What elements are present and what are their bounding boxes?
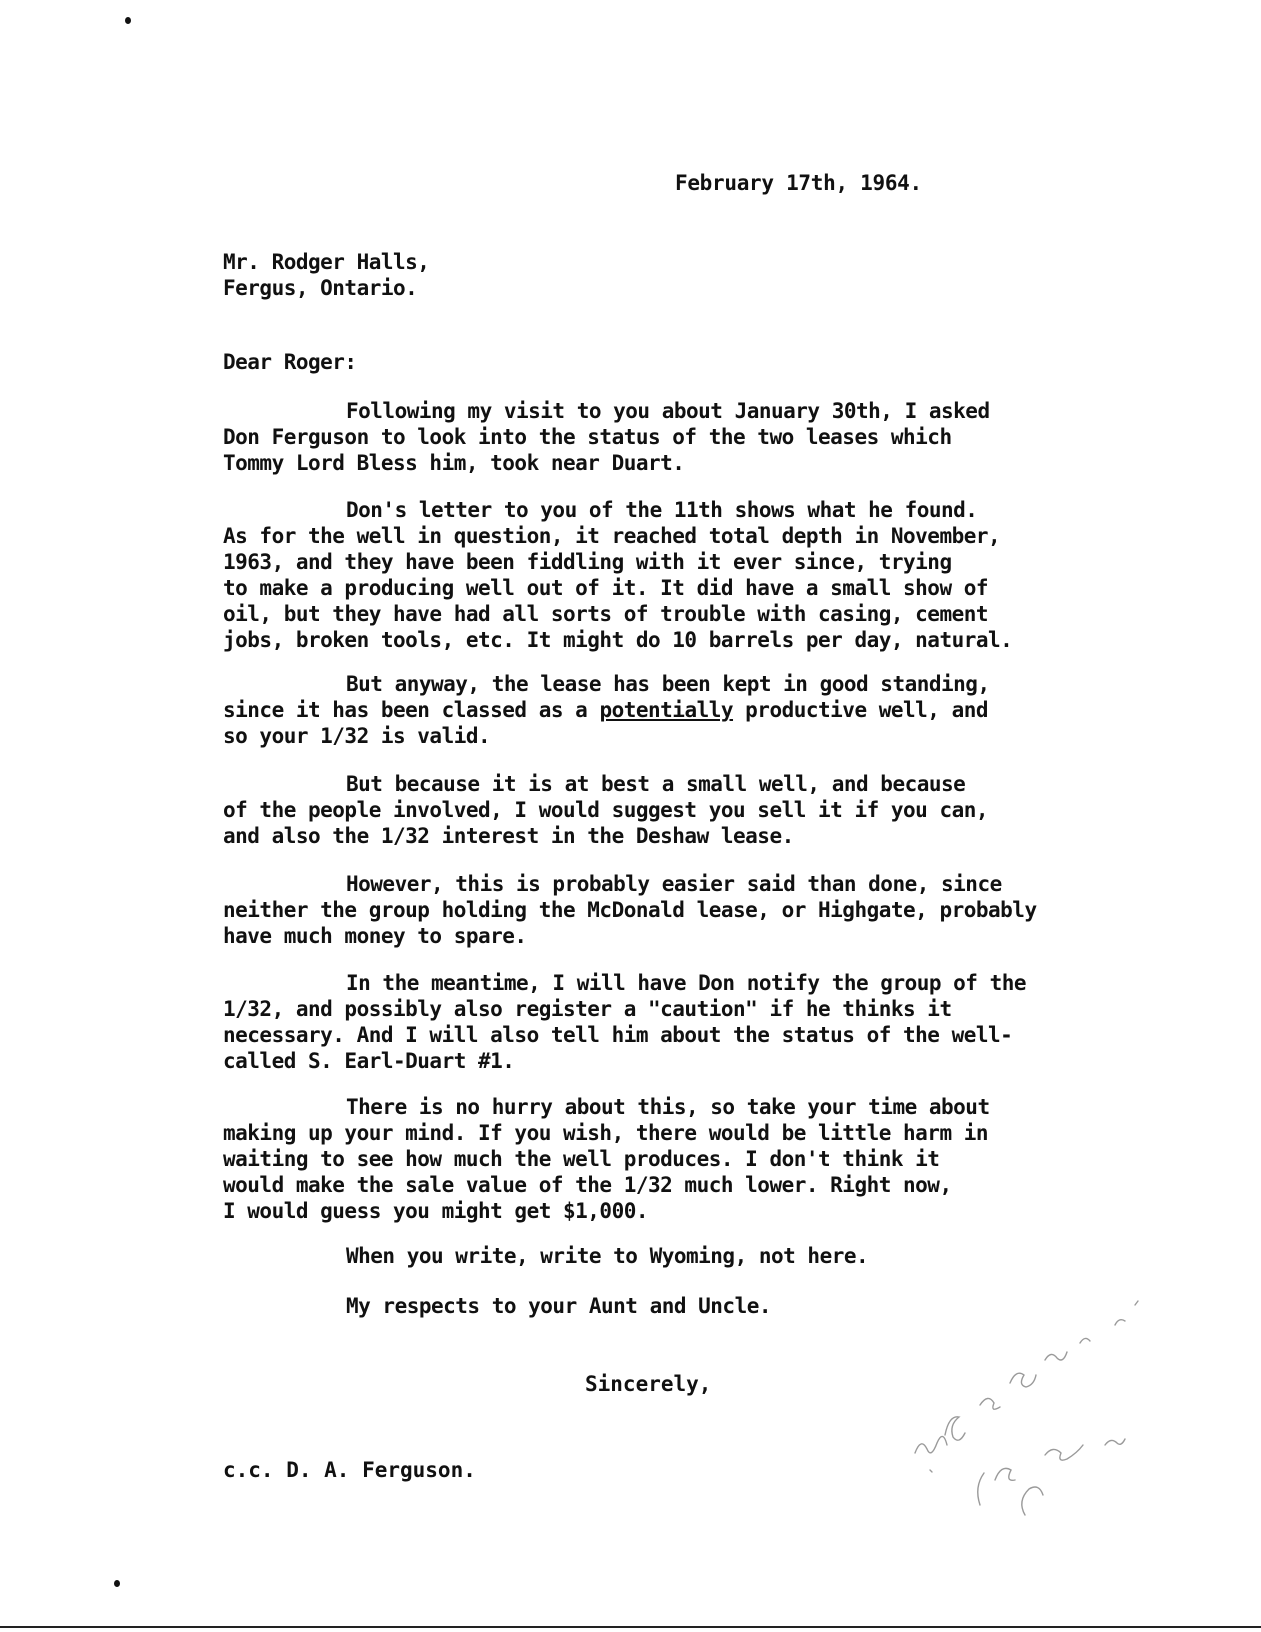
paragraph-line: In the meantime, I will have Don notify the group of the bbox=[346, 971, 1027, 995]
paragraph-text: productive well, and bbox=[733, 698, 989, 722]
paragraph-line: Don's letter to you of the 11th shows what he found. bbox=[346, 498, 978, 522]
paragraph-3 bbox=[223, 671, 990, 749]
paragraph-5 bbox=[223, 871, 1037, 949]
paragraph-line: would make the sale value of the 1/32 much lower. Right now, bbox=[223, 1173, 952, 1197]
paragraph-line: waiting to see how much the well produces. I don't think it bbox=[223, 1147, 940, 1171]
paragraph-line: However, this is probably easier said than done, since bbox=[346, 872, 1002, 896]
paragraph-line: of the people involved, I would suggest you sell it if you can, bbox=[223, 798, 989, 822]
closing: Sincerely, bbox=[585, 1372, 712, 1396]
paragraph-line: neither the group holding the McDonald lease, or Highgate, probably bbox=[223, 898, 1037, 922]
paragraph-line: to make a producing well out of it. It did have a small show of bbox=[223, 576, 989, 600]
paragraph-line: My respects to your Aunt and Uncle. bbox=[346, 1294, 772, 1318]
recipient-name: Mr. Rodger Halls, bbox=[223, 250, 430, 274]
paragraph-line: oil, but they have had all sorts of trouble with casing, cement bbox=[223, 602, 989, 626]
paragraph-line: and also the 1/32 interest in the Deshaw lease. bbox=[223, 824, 794, 848]
punch-mark-bottom bbox=[114, 1580, 120, 1587]
paragraph-line: have much money to spare. bbox=[223, 924, 527, 948]
paragraph-9 bbox=[223, 1293, 771, 1319]
paragraph-8 bbox=[223, 1243, 868, 1269]
paragraph-2 bbox=[223, 497, 1012, 653]
recipient-city: Fergus, Ontario. bbox=[223, 276, 418, 300]
paragraph-line bbox=[223, 697, 990, 723]
carbon-copy-line: c.c. D. A. Ferguson. bbox=[223, 1458, 476, 1482]
paragraph-line: 1963, and they have been fiddling with it ever since, trying bbox=[223, 550, 952, 574]
paragraph-line: called S. Earl-Duart #1. bbox=[223, 1049, 515, 1073]
paragraph-line: so your 1/32 is valid. bbox=[223, 724, 491, 748]
paragraph-line: When you write, write to Wyoming, not here. bbox=[346, 1244, 869, 1268]
paragraph-line: There is no hurry about this, so take your time about bbox=[346, 1095, 990, 1119]
paragraph-line: jobs, broken tools, etc. It might do 10 barrels per day, natural. bbox=[223, 628, 1013, 652]
paragraph-line: But anyway, the lease has been kept in good standing, bbox=[346, 672, 990, 696]
paragraph-line: I would guess you might get $1,000. bbox=[223, 1199, 649, 1223]
underlined-word: potentially bbox=[599, 698, 734, 722]
paragraph-4 bbox=[223, 771, 988, 849]
paragraph-7 bbox=[223, 1094, 990, 1224]
paragraph-line: But because it is at best a small well, and because bbox=[346, 772, 966, 796]
letter-date: February 17th, 1964. bbox=[675, 171, 922, 195]
paragraph-line: Don Ferguson to look into the status of the two leases which bbox=[223, 425, 952, 449]
recipient-address bbox=[223, 249, 429, 301]
salutation: Dear Roger: bbox=[223, 350, 357, 374]
page-bottom-edge bbox=[0, 1626, 1261, 1628]
paragraph-text: since it has been classed as a bbox=[223, 698, 600, 722]
paragraph-line: Following my visit to you about January 30th, I asked bbox=[346, 399, 990, 423]
handwritten-notes-mark bbox=[895, 1265, 1185, 1525]
paragraph-line: Tommy Lord Bless him, took near Duart. bbox=[223, 451, 685, 475]
punch-mark-top bbox=[125, 17, 131, 24]
paragraph-1 bbox=[223, 398, 990, 476]
paragraph-6 bbox=[223, 970, 1026, 1074]
paragraph-line: 1/32, and possibly also register a "caution" if he thinks it bbox=[223, 997, 952, 1021]
paragraph-line: As for the well in question, it reached total depth in November, bbox=[223, 524, 1001, 548]
paragraph-line: necessary. And I will also tell him about the status of the well- bbox=[223, 1023, 1013, 1047]
paragraph-line: making up your mind. If you wish, there would be little harm in bbox=[223, 1121, 989, 1145]
